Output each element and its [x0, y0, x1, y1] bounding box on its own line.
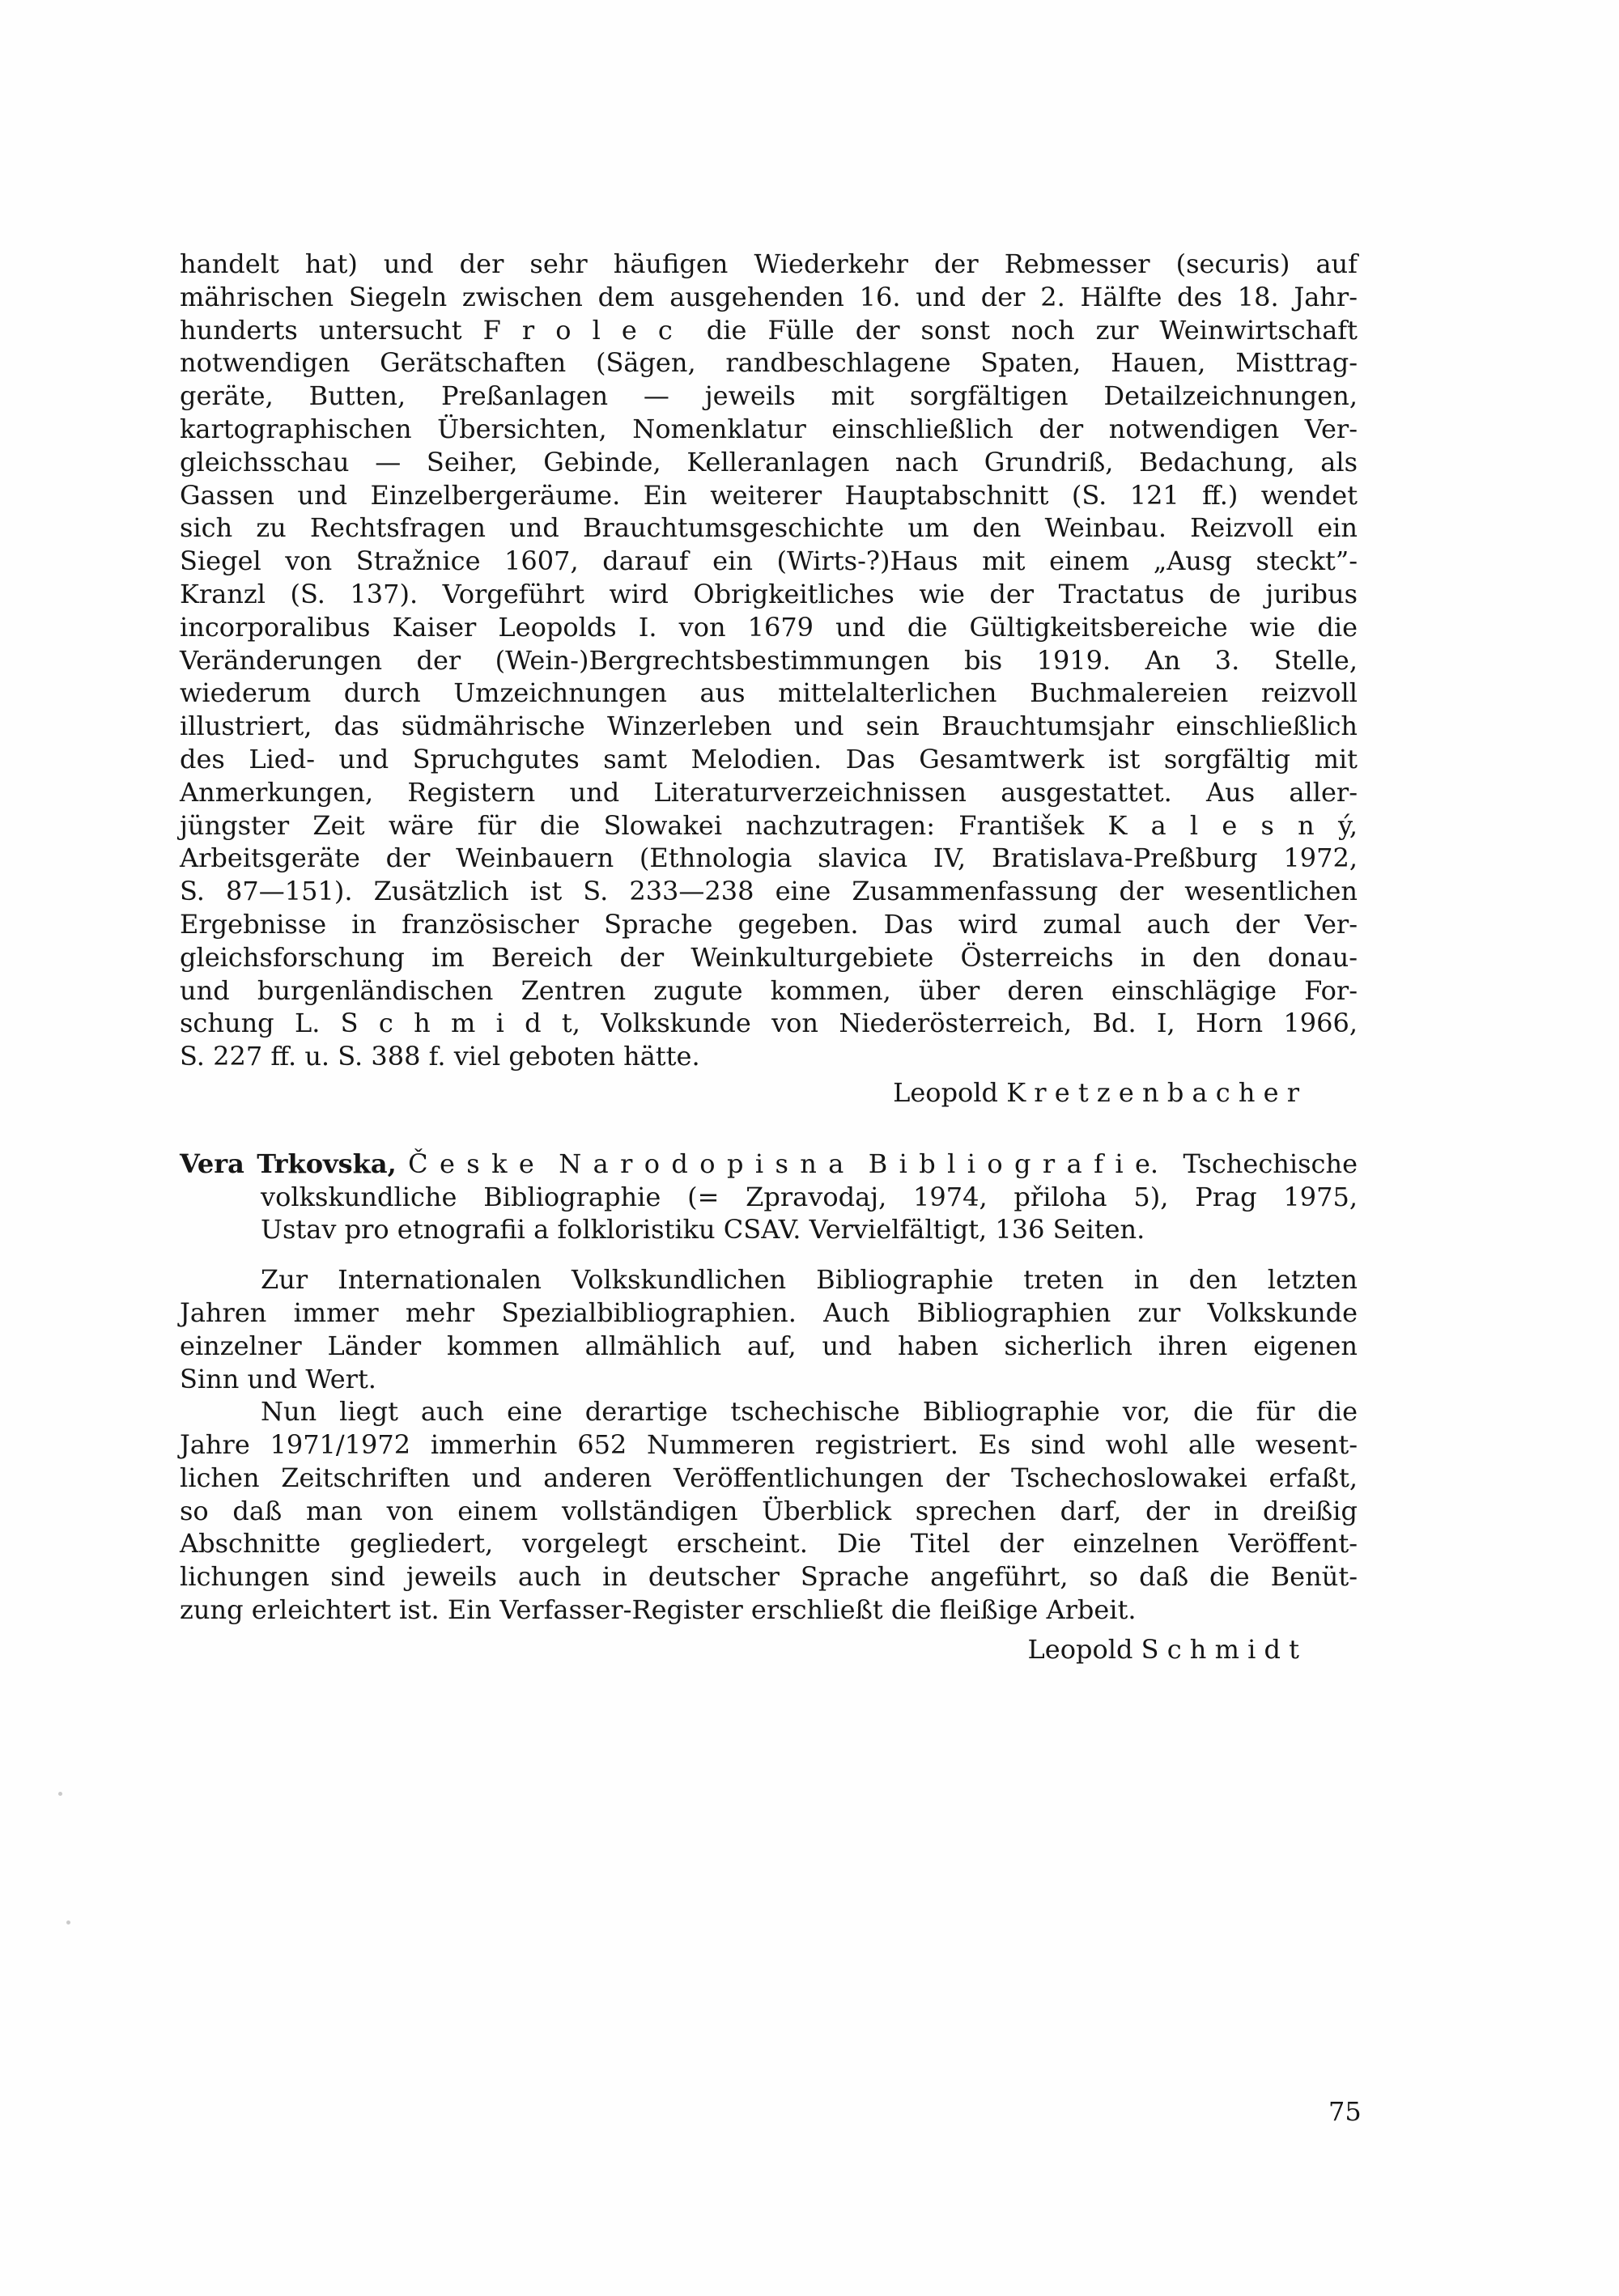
text-line: S. 87—151). Zusätzlich ist S. 233—238 eine Zusammenfassung der wesentlichen	[180, 876, 1358, 907]
text-line: wiederum durch Umzeichnungen aus mittelalterlichen Buchmalereien reizvoll	[180, 677, 1358, 709]
review-1-body	[180, 248, 1358, 1073]
text-block	[180, 248, 1358, 1666]
text-line: einzelner Länder kommen allmählich auf, und haben sicherlich ihren eigenen	[180, 1330, 1358, 1361]
page-number: 75	[1328, 2096, 1362, 2127]
text-line: Anmerkungen, Registern und Literaturverzeichnissen ausgestattet. Aus aller-	[180, 776, 1358, 808]
text-line: lichen Zeitschriften und anderen Veröffentlichungen der Tschechoslowakei erfaßt,	[180, 1462, 1358, 1493]
text-line: hunderts untersucht F r o l e c die Fülle der sonst noch zur Weinwirtschaft	[180, 314, 1358, 346]
text-line: Zur Internationalen Volkskundlichen Bibliographie treten in den letzten	[261, 1264, 1358, 1296]
text-line: S. 227 ff. u. S. 388 f. viel geboten hätte.	[180, 1041, 700, 1072]
text-line: Ergebnisse in französischer Sprache gegeben. Das wird zumal auch der Ver-	[180, 908, 1358, 940]
text-line: illustriert, das südmährische Winzerleben und sein Brauchtumsjahr einschließlich	[180, 711, 1358, 742]
review-author: Vera Trkovska,	[180, 1148, 397, 1179]
text-line: und burgenländischen Zentren zugute kommen, über deren einschlägige For-	[180, 974, 1358, 1006]
heading-line-2: volkskundliche Bibliographie (= Zpravodaj, 1974, přiloha 5), Prag 1975,	[261, 1181, 1358, 1212]
text-line: jüngster Zeit wäre für die Slowakei nachzutragen: František K a l e s n ý,	[180, 809, 1358, 841]
text-line: Sinn und Wert.	[180, 1363, 376, 1394]
text-line: Arbeitsgeräte der Weinbauern (Ethnologia slavica IV, Bratislava-Preßburg 1972,	[180, 842, 1358, 874]
text-line: Abschnitte gegliedert, vorgelegt erscheint. Die Titel der einzelnen Veröffent-	[180, 1528, 1358, 1560]
text-line: notwendigen Gerätschaften (Sägen, randbeschlagene Spaten, Hauen, Misttrag-	[180, 347, 1358, 379]
text-line: Siegel von Stražnice 1607, darauf ein (Wirts-?)Haus mit einem „Ausg steckt”-	[180, 545, 1358, 577]
text-line: schung L. S c h m i d t, Volkskunde von Niederösterreich, Bd. I, Horn 1966,	[180, 1008, 1358, 1039]
text-line: mährischen Siegeln zwischen dem ausgehenden 16. und der 2. Hälfte des 18. Jahr-	[180, 281, 1358, 312]
scan-speck	[58, 1792, 62, 1796]
review-1-signature: Leopold K r e t z e n b a c h e r	[893, 1076, 1299, 1108]
text-line: kartographischen Übersichten, Nomenklatur einschließlich der notwendigen Ver-	[180, 413, 1358, 444]
text-line: Jahre 1971/1972 immerhin 652 Nummeren registriert. Es sind wohl alle wesent-	[180, 1429, 1358, 1461]
text-line: Kranzl (S. 137). Vorgeführt wird Obrigkeitliches wie der Tractatus de juribus	[180, 578, 1358, 609]
review-2-signature: Leopold S c h m i d t	[1027, 1633, 1299, 1665]
review-2-paragraph-2	[180, 1395, 1358, 1627]
review-title: Č e s k e N a r o d o p i s n a B i b l i o g r a f i e. Tschechische	[396, 1148, 1358, 1179]
text-line: des Lied- und Spruchgutes samt Melodien. Das Gesamtwerk ist sorgfältig mit	[180, 743, 1358, 775]
text-line: Veränderungen der (Wein-)Bergrechtsbestimmungen bis 1919. An 3. Stelle,	[180, 644, 1358, 676]
text-line: lichungen sind jeweils auch in deutscher Sprache angeführt, so daß die Benüt-	[180, 1561, 1358, 1593]
heading-line-3: Ustav pro etnografii a folkloristiku CSAV. Vervielfältigt, 136 Seiten.	[261, 1214, 1145, 1246]
text-line: gleichsforschung im Bereich der Weinkulturgebiete Österreichs in den donau-	[180, 941, 1358, 973]
text-line: sich zu Rechtsfragen und Brauchtumsgeschichte um den Weinbau. Reizvoll ein	[180, 512, 1358, 544]
text-line: so daß man von einem vollständigen Überblick sprechen darf, der in dreißig	[180, 1495, 1358, 1526]
review-2-paragraph-1	[180, 1263, 1358, 1395]
text-line: zung erleichtert ist. Ein Verfasser-Register erschließt die fleißige Arbeit.	[180, 1594, 1137, 1626]
text-line: Nun liegt auch eine derartige tschechische Bibliographie vor, die für die	[261, 1396, 1358, 1428]
text-line: Jahren immer mehr Spezialbibliographien. Auch Bibliographien zur Volkskunde	[180, 1297, 1358, 1328]
review-2-heading	[180, 1148, 1358, 1246]
text-line: gleichsschau — Seiher, Gebinde, Kelleranlagen nach Grundriß, Bedachung, als	[180, 446, 1358, 477]
text-line: incorporalibus Kaiser Leopolds I. von 1679 und die Gültigkeitsbereiche wie die	[180, 611, 1358, 643]
text-line: handelt hat) und der sehr häufigen Wiederkehr der Rebmesser (securis) auf	[180, 248, 1358, 279]
scan-speck	[66, 1920, 70, 1925]
text-line: geräte, Butten, Preßanlagen — jeweils mit sorgfältigen Detailzeichnungen,	[180, 380, 1358, 412]
text-line: Gassen und Einzelbergeräume. Ein weiterer Hauptabschnitt (S. 121 ff.) wendet	[180, 479, 1358, 511]
heading-line-1	[180, 1148, 1358, 1181]
